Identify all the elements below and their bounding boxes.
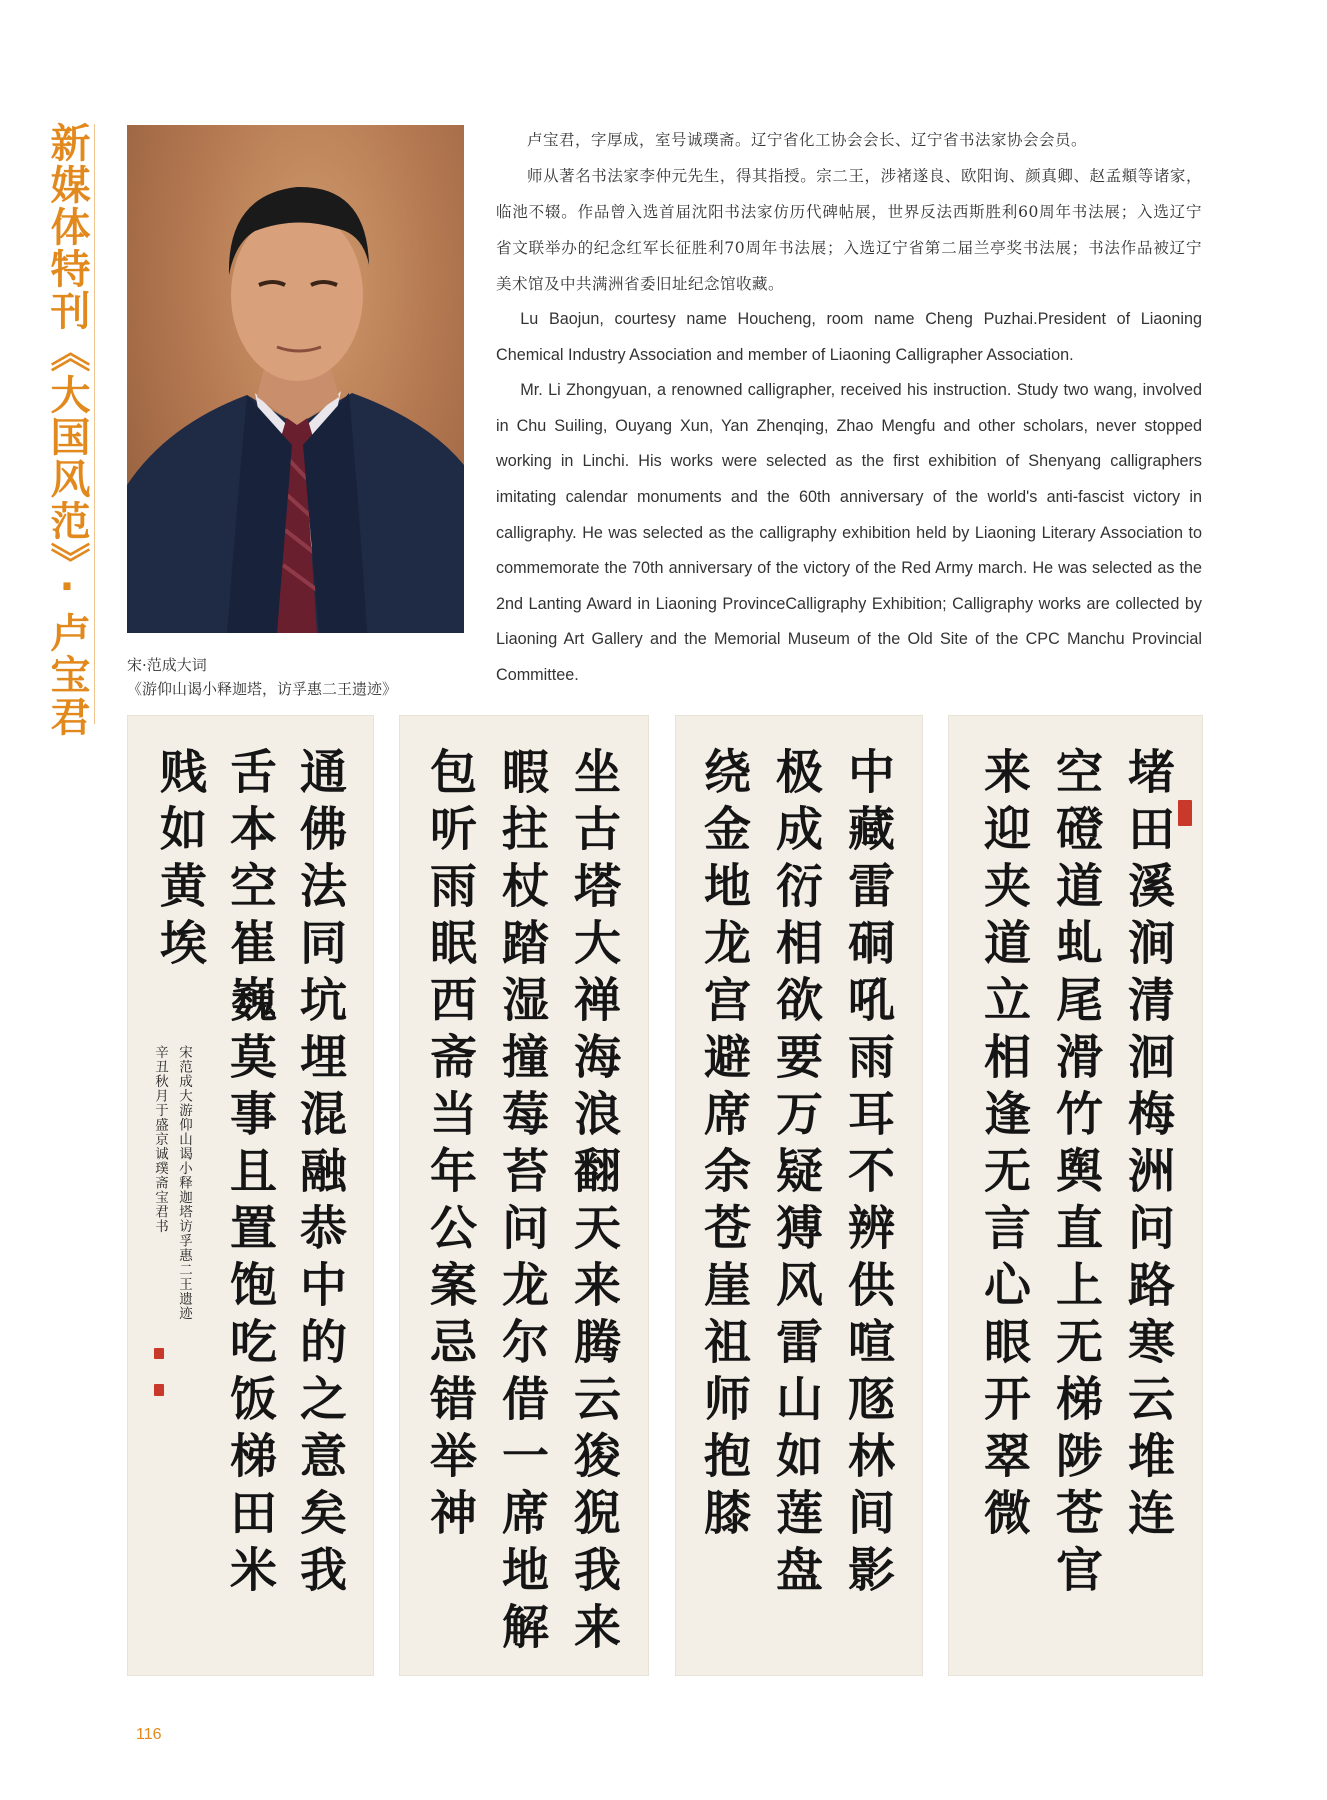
red-seal-stamp [154,1348,164,1359]
calligraphy-column: 暇拄杖踏湿撞莓苔问龙尔借一席地解 [494,747,549,1659]
inscription-line-1: 宋范成大游仰山谒小释迦塔访孚惠二王遗迹 [176,1045,192,1321]
calligraphy-column: 极成衍相欲要万疑猼风雷山如莲盘 [768,747,823,1602]
caption-line-1: 宋·范成大词 [127,656,207,674]
calligraphy-column: 坐古塔大禅海浪翻天来腾云狻猊我来 [566,747,621,1659]
portrait-photo [127,125,464,633]
bio-en-paragraph-2: Mr. Li Zhongyuan, a renowned calligrapher, received his instruction. Study two wang, involved in Chu Suiling, Ouyang Xun, Yan Zhenqing, Zhao Mengfu and other scholars, never stopped working in Linchi. His works were selected as the first exhibition of Shenyang calligraphers imitating calendar monuments and the 60th anniversary of the world's anti-fascist victory in calligraphy. He was selected as the calligraphy exhibition held by Liaoning Literary Association to commemorate the 70th anniversary of the victory of the Red Army march. He was selected as the 2nd Lanting Award in Liaoning ProvinceCalligraphy Exhibition; Calligraphy works are collected by Liaoning Art Gallery and the Memorial Museum of the Old Site of the CPC Manchu Provincial Committee. [496,381,1202,684]
red-seal-stamp [154,1384,164,1396]
bio-cn-paragraph-2: 师从著名书法家李仲元先生，得其指授。宗二王，涉褚遂良、欧阳询、颜真卿、赵孟頫等诸家，临池不辍。作品曾入选首届沈阳书法家仿历代碑帖展，世界反法西斯胜利60周年书法展；入选辽宁省文联举办的纪念红军长征胜利70周年书法展；入选辽宁省第二届兰亭奖书法展；书法作品被辽宁美术馆及中共满洲省委旧址纪念馆收藏。 [496,167,1202,293]
calligraphy-panel-1 [948,715,1203,1676]
calligraphy-column: 舌本空崔巍莫事且置饱吃饭梯田米 [222,747,277,1602]
calligraphy-column: 包听雨眠西斋当年公案忌错举神 [422,747,477,1545]
artwork-caption [127,653,497,701]
caption-line-2: 《游仰山谒小释迦塔，访孚惠二王遗迹》 [127,680,398,698]
calligraphy-panel-2 [675,715,923,1676]
side-title: 新媒体特刊《大国风范》·卢宝君 [44,122,90,738]
bio-en-paragraph-1: Lu Baojun, courtesy name Houcheng, room name Cheng Puzhai.President of Liaoning Chemical Industry Association and member of Liaoning Calligrapher Association. [496,310,1202,364]
side-divider [94,124,95,724]
calligraphy-panel-3 [399,715,649,1676]
biography [496,122,1202,694]
calligraphy-column: 绕金地龙宫避席余苍崖祖师抱膝 [696,747,751,1545]
calligraphy-column: 来迎夹道立相逢无言心眼开翠微 [976,747,1031,1545]
red-seal-stamp [1178,800,1192,826]
bio-cn-paragraph-1: 卢宝君，字厚成，室号诚璞斋。辽宁省化工协会会长、辽宁省书法家协会会员。 [527,131,1088,149]
calligraphy-column: 贱如黄埃 [152,747,207,975]
calligraphy-column: 中藏雷硐吼雨耳不辨供喧豗林间影 [840,747,895,1602]
calligraphy-column: 通佛法同坑埋混融恭中的之意矣我 [292,747,347,1602]
calligraphy-column: 堵田溪涧清洄梅洲问路寒云堆连 [1120,747,1175,1545]
page-number: 116 [136,1726,162,1743]
portrait-illustration [127,125,464,633]
inscription-line-2: 辛丑秋月于盛京诚璞斋宝君书 [152,1045,168,1234]
calligraphy-column: 空磴道虬尾滑竹舆直上无梯陟苍官 [1048,747,1103,1602]
